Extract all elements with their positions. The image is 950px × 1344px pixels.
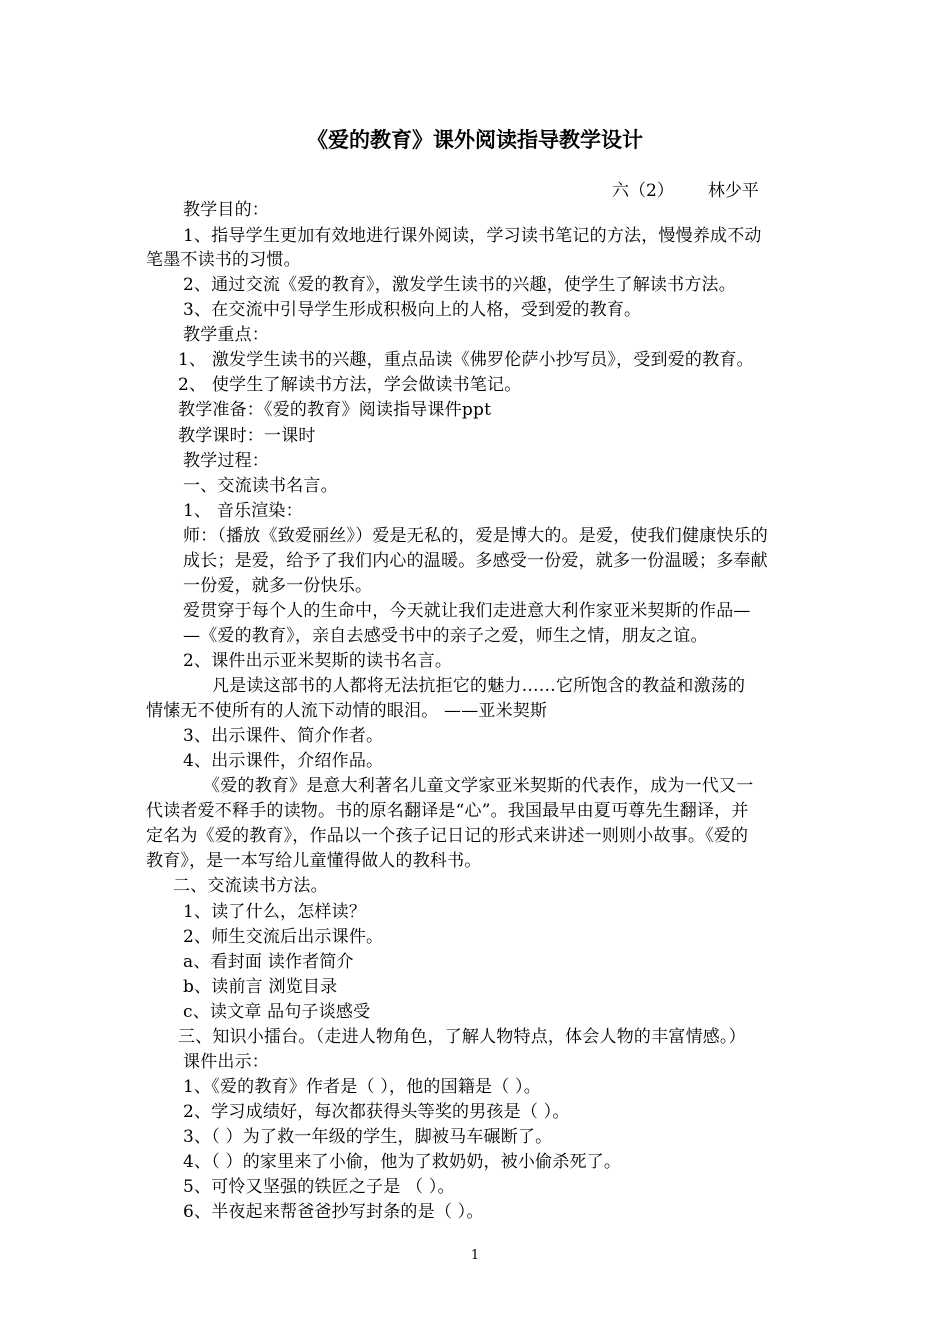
paragraph-line: 教学课时：一课时 [178,426,316,446]
document-title: 《爱的教育》课外阅读指导教学设计 [307,127,643,152]
section-heading: 三、知识小擂台。（走进人物角色，了解人物特点，体会人物的丰富情感。） [178,1027,746,1047]
paragraph-line: 定名为《爱的教育》，作品以一个孩子记日记的形式来讲述一则则小故事。《爱的 [146,826,749,846]
quiz-item: 3、（ ）为了救一年级的学生，脚被马车碾断了。 [183,1127,553,1147]
list-item: b、读前言 浏览目录 [183,977,338,997]
page-number: 1 [470,1248,480,1263]
paragraph-line: 代读者爱不释手的读物。书的原名翻译是“心”。我国最早由夏丏尊先生翻译，并 [146,801,749,821]
paragraph-line: 《爱的教育》是意大利著名儿童文学家亚米契斯的代表作，成为一代又一 [203,776,754,796]
quiz-item: 6、半夜起来帮爸爸抄写封条的是（ ）。 [183,1202,484,1222]
paragraph-line: 2、通过交流《爱的教育》，激发学生读书的兴趣，使学生了解读书方法。 [183,275,736,295]
paragraph-line: 3、出示课件、简介作者。 [183,726,384,746]
paragraph-line: 2、师生交流后出示课件。 [183,927,384,947]
quiz-item: 5、可怜又坚强的铁匠之子是 （ ）。 [183,1177,455,1197]
paragraph-line: 1、 音乐渲染： [183,501,303,521]
quiz-item: 2、学习成绩好，每次都获得头等奖的男孩是（ ）。 [183,1102,570,1122]
section-heading: 教学目的： [183,200,269,220]
paragraph-line: 3、在交流中引导学生形成积极向上的人格，受到爱的教育。 [183,300,642,320]
paragraph-line: 课件出示： [183,1052,269,1072]
paragraph-line: 1、指导学生更加有效地进行课外阅读，学习读书笔记的方法，慢慢养成不动 [183,226,762,246]
paragraph-line: 1、读了什么，怎样读？ [183,902,367,922]
paragraph-line: 4、出示课件，介绍作品。 [183,751,384,771]
paragraph-line: 师：（播放《致爱丽丝》）爱是无私的，爱是博大的。是爱，使我们健康快乐的 [183,526,768,546]
paragraph-line: 成长；是爱，给予了我们内心的温暖。多感受一份爱，就多一份温暖；多奉献 [183,551,768,571]
quote-line: 凡是读这部书的人都将无法抗拒它的魅力……它所饱含的教益和激荡的 [212,676,746,696]
paragraph-line: 2、 使学生了解读书方法，学会做读书笔记。 [178,375,522,395]
list-item: a、看封面 读作者简介 [183,952,354,972]
quiz-item: 1、《爱的教育》作者是（ ），他的国籍是（ ）。 [183,1077,541,1097]
list-item: c、读文章 品句子谈感受 [183,1002,371,1022]
paragraph-line: 教育》，是一本写给儿童懂得做人的教科书。 [146,851,482,871]
paragraph-line: 教学准备：《爱的教育》阅读指导课件ppt [178,400,492,420]
paragraph-line: 笔墨不读书的习惯。 [146,250,301,270]
class-label: 六（2） [612,181,674,201]
paragraph-line: —《爱的教育》，亲自去感受书中的亲子之爱，师生之情，朋友之谊。 [183,626,708,646]
paragraph-line: 一、交流读书名言。 [183,476,338,496]
paragraph-line: 1、 激发学生读书的兴趣，重点品读《佛罗伦萨小抄写员》，受到爱的教育。 [178,350,754,370]
section-heading: 二、交流读书方法。 [173,876,328,896]
paragraph-line: 一份爱，就多一份快乐。 [183,576,373,596]
quote-line: 情愫无不使所有的人流下动情的眼泪。 ——亚米契斯 [146,701,548,721]
section-heading: 教学重点： [183,325,269,345]
quiz-item: 4、（ ）的家里来了小偷，他为了救奶奶，被小偷杀死了。 [183,1152,622,1172]
author-name: 林少平 [707,181,759,201]
section-heading: 教学过程： [183,451,269,471]
paragraph-line: 2、课件出示亚米契斯的读书名言。 [183,651,453,671]
author-line [612,176,759,201]
paragraph-line: 爱贯穿于每个人的生命中，今天就让我们走进意大利作家亚米契斯的作品— [183,601,751,621]
